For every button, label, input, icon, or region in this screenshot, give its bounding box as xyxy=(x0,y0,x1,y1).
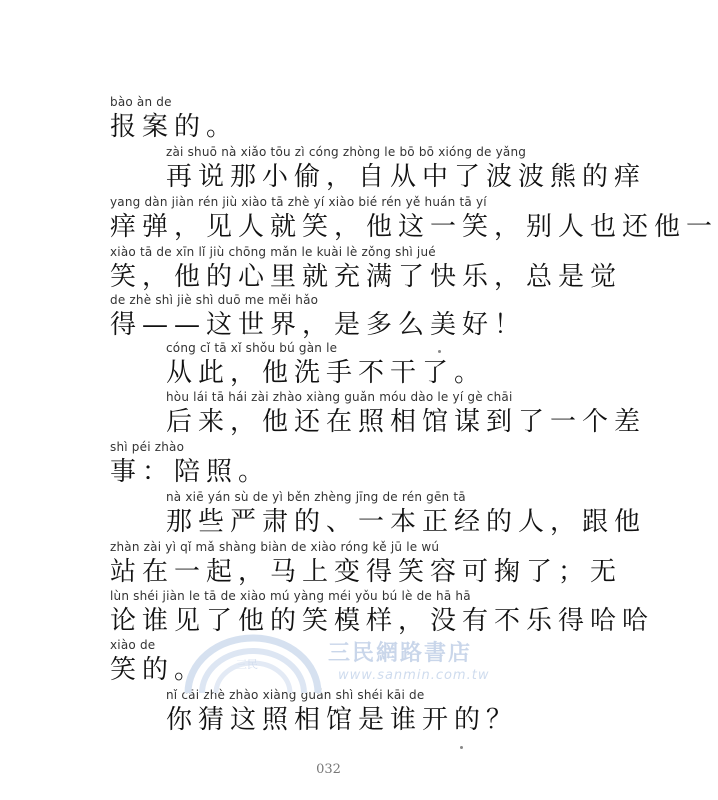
page-number: 032 xyxy=(316,762,341,777)
margin-dot xyxy=(460,746,463,749)
hanzi-row: 从此，他洗手不干了。 xyxy=(166,358,487,388)
pinyin-row: hòu lái tā hái zài zhào xiàng guǎn móu dào le yí gè chāi xyxy=(166,390,513,404)
pinyin-row: zài shuō nà xiǎo tōu zì cóng zhòng le bō bō xióng de yǎng xyxy=(166,145,527,159)
logo-text: 三民 xyxy=(236,658,258,671)
text-line-9 xyxy=(166,490,647,540)
hanzi-row: 报案的。 xyxy=(110,112,239,142)
pinyin-row: xiào tā de xīn lǐ jiù chōng mǎn le kuài lè zǒng shì jué xyxy=(110,245,436,259)
hanzi-row: 你猜这照相馆是谁开的？ xyxy=(166,705,519,735)
hanzi-row: 笑的。 xyxy=(110,655,207,685)
text-line-11 xyxy=(110,589,655,639)
hanzi-row: 站在一起，马上变得笑容可掬了；无 xyxy=(110,557,623,587)
hanzi-row: 再说那小偷，自从中了波波熊的痒 xyxy=(166,162,647,192)
text-line-3 xyxy=(110,195,718,245)
hanzi-row: 痒弹，见人就笑，他这一笑，别人也还他一 xyxy=(110,212,718,242)
text-line-6 xyxy=(166,341,621,391)
pinyin-row: cóng cǐ tā xǐ shǒu bú gàn le xyxy=(166,341,338,355)
pinyin-row: nà xiē yán sù de yì běn zhèng jīng de rén gēn tā xyxy=(166,490,466,504)
text-line-10 xyxy=(110,540,621,590)
hanzi-row: 笑，他的心里就充满了快乐，总是觉 xyxy=(110,262,623,292)
text-line-4 xyxy=(110,245,621,295)
text-line-8 xyxy=(110,440,621,490)
pinyin-row: zhàn zài yì qǐ mǎ shàng biàn de xiào róng kě jū le wú xyxy=(110,540,440,554)
pinyin-row: yang dàn jiàn rén jiù xiào tā zhè yí xiào bié rén yě huán tā yí xyxy=(110,195,487,209)
pinyin-row: lùn shéi jiàn le tā de xiào mú yàng méi yǒu bú lè de hā hā xyxy=(110,589,471,603)
text-line-7 xyxy=(166,390,647,440)
hanzi-row: 得——这世界，是多么美好！ xyxy=(110,310,527,340)
hanzi-row: 那些严肃的、一本正经的人，跟他 xyxy=(166,507,647,537)
hanzi-row: 事：陪照。 xyxy=(110,457,271,487)
pinyin-row: xiào de xyxy=(110,638,156,652)
text-line-5 xyxy=(110,293,621,343)
margin-dot xyxy=(438,350,441,353)
hanzi-row: 后来，他还在照相馆谋到了一个差 xyxy=(166,407,647,437)
watermark-store-name: 三民網路書店 xyxy=(328,641,473,666)
watermark-url: www.sanmin.com.tw xyxy=(338,668,490,683)
text-line-1 xyxy=(110,95,621,145)
hanzi-row: 论谁见了他的笑模样，没有不乐得哈哈 xyxy=(110,606,655,636)
text-line-12 xyxy=(110,638,621,688)
pinyin-row: shì péi zhào xyxy=(110,440,185,454)
pinyin-row: bào àn de xyxy=(110,95,172,109)
pinyin-row: de zhè shì jiè shì duō me měi hǎo xyxy=(110,293,319,307)
text-line-13 xyxy=(166,688,621,738)
pinyin-row: nǐ cāi zhè zhào xiàng guǎn shì shéi kāi de xyxy=(166,688,425,702)
text-line-2 xyxy=(166,145,647,195)
